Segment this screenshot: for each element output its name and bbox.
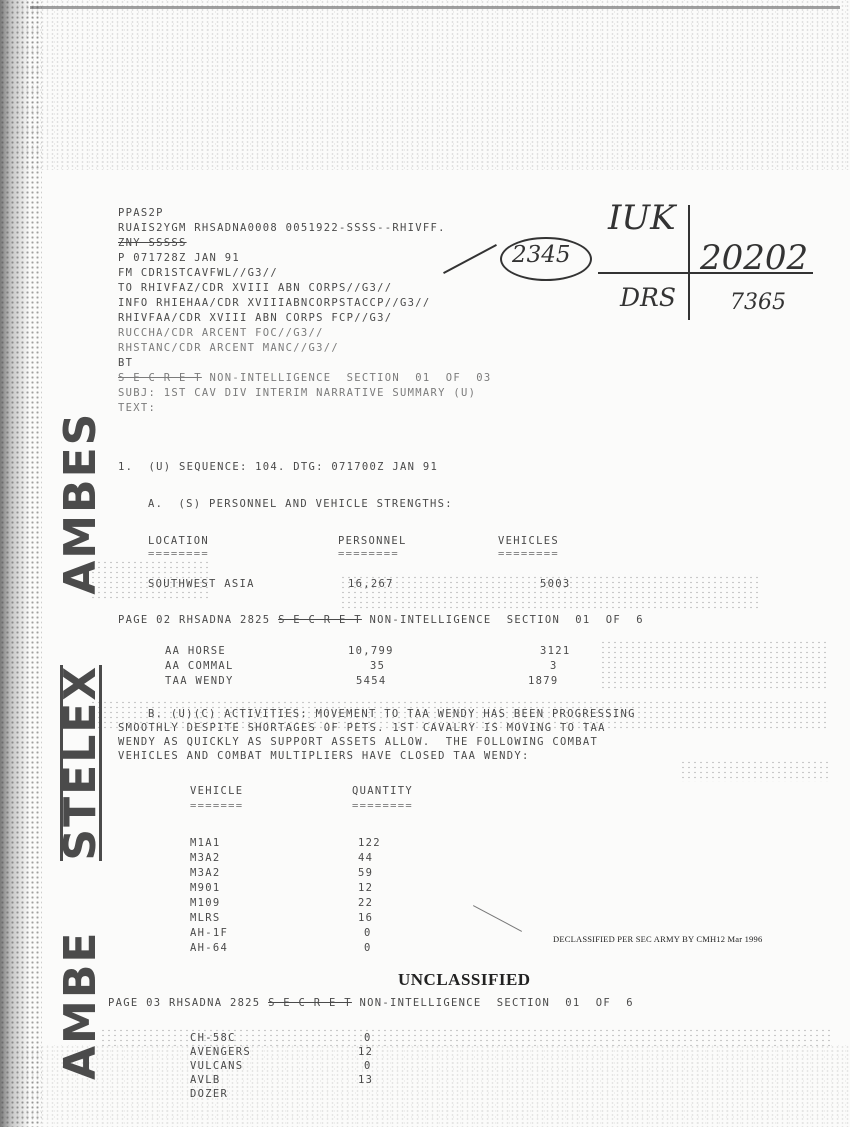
section-marking: NON-INTELLIGENCE SECTION 01 OF 6 — [369, 614, 644, 626]
page-label: PAGE 03 RHSADNA 2825 — [108, 997, 261, 1009]
table-cell: 122 — [358, 837, 381, 849]
handwritten-ref: 7365 — [730, 290, 786, 315]
scan-noise-top — [0, 0, 850, 170]
page-label: PAGE 02 RHSADNA 2825 — [118, 614, 271, 626]
table-rule: ======== — [352, 800, 413, 812]
table-header: VEHICLES — [498, 535, 559, 547]
table-cell: 0 — [364, 1060, 372, 1072]
table-cell: 12 — [358, 1046, 374, 1058]
scan-noise-line — [30, 6, 840, 9]
table-cell: 0 — [364, 942, 372, 954]
telex-header-line: ZNY SSSSS — [118, 237, 187, 249]
telex-header-line: FM CDR1STCAVFWL//G3// — [118, 267, 279, 279]
table-cell: M901 — [190, 882, 221, 894]
stamp-word: AMBES — [55, 411, 106, 595]
scan-speckle — [600, 640, 830, 690]
table-cell: 13 — [358, 1074, 374, 1086]
table-cell: AA COMMAL — [165, 660, 234, 672]
stamp-word: AMBE — [55, 930, 106, 1080]
table-cell: M109 — [190, 897, 221, 909]
table-rule: ======== — [498, 548, 559, 560]
page-header — [118, 614, 644, 626]
para-a-heading: A. (S) PERSONNEL AND VEHICLE STRENGTHS: — [148, 498, 453, 510]
table-cell: M1A1 — [190, 837, 221, 849]
table-cell: 35 — [370, 660, 386, 672]
table-cell: MLRS — [190, 912, 221, 924]
handwritten-ref: 2345 — [512, 242, 571, 268]
para-b-line: VEHICLES AND COMBAT MULTIPLIERS HAVE CLOSED TAA WENDY: — [118, 750, 530, 762]
scan-noise-bottom — [0, 1045, 850, 1127]
telex-header-line: INFO RHIEHAA/CDR XVIIIABNCORPSTACCP//G3// — [118, 297, 431, 309]
table-cell: 22 — [358, 897, 374, 909]
para-b-line: SMOOTHLY DESPITE SHORTAGES OF PETS. 1ST CAVALRY IS MOVING TO TAA — [118, 722, 606, 734]
table-cell: 5454 — [356, 675, 387, 687]
telex-header-line: PPAS2P — [118, 207, 164, 219]
para-b-line: WENDY AS QUICKLY AS SUPPORT ASSETS ALLOW. THE FOLLOWING COMBAT — [118, 736, 599, 748]
classification-marking: S E C R E T — [118, 372, 202, 384]
stamp-word: STELEX — [55, 664, 106, 861]
para-sequence: 1. (U) SEQUENCE: 104. DTG: 071700Z JAN 91 — [118, 461, 439, 473]
handwritten-ref: DRS — [620, 283, 676, 312]
table-rule: ======= — [190, 800, 244, 812]
table-cell: 16 — [358, 912, 374, 924]
table-cell: CH-58C — [190, 1032, 236, 1044]
table-cell: 59 — [358, 867, 374, 879]
table-cell: 16,267 — [348, 578, 394, 590]
table-header: LOCATION — [148, 535, 209, 547]
table-cell: TAA WENDY — [165, 675, 234, 687]
table-cell: 3121 — [540, 645, 571, 657]
declassified-stamp: DECLASSIFIED PER SEC ARMY BY CMH12 Mar 1996 — [553, 934, 763, 944]
table-rule: ======== — [338, 548, 399, 560]
table-cell: 1879 — [528, 675, 559, 687]
section-marking: NON-INTELLIGENCE SECTION 01 OF 03 — [209, 372, 492, 384]
table-cell: 10,799 — [348, 645, 394, 657]
classification-marking: S E C R E T — [268, 997, 352, 1009]
table-cell: 12 — [358, 882, 374, 894]
scan-mark — [473, 905, 522, 932]
table-cell: AVENGERS — [190, 1046, 251, 1058]
table-cell: AVLB — [190, 1074, 221, 1086]
telex-header-line: RHSTANC/CDR ARCENT MANC//G3// — [118, 342, 340, 354]
table-cell: 3 — [550, 660, 558, 672]
telex-header-line: BT — [118, 357, 134, 369]
table-cell: 0 — [364, 927, 372, 939]
unclassified-marking: UNCLASSIFIED — [398, 970, 531, 989]
table-cell: 0 — [364, 1032, 372, 1044]
table-cell: 44 — [358, 852, 374, 864]
handwritten-divider — [688, 205, 690, 320]
section-marking: NON-INTELLIGENCE SECTION 01 OF 6 — [359, 997, 634, 1009]
telex-header-line: RHIVFAA/CDR XVIII ABN CORPS FCP//G3/ — [118, 312, 393, 324]
handwritten-stroke — [443, 244, 497, 274]
ambestelex-stamp — [55, 150, 106, 1080]
table-cell: 5003 — [540, 578, 571, 590]
telex-classification-line — [118, 372, 491, 384]
classification-marking: S E C R E T — [278, 614, 362, 626]
table-cell: VULCANS — [190, 1060, 244, 1072]
scan-left-edge-dots — [0, 0, 42, 1127]
table-cell: DOZER — [190, 1088, 229, 1100]
table-cell: M3A2 — [190, 867, 221, 879]
table-header: PERSONNEL — [338, 535, 407, 547]
page-header — [108, 997, 634, 1009]
scan-speckle — [680, 760, 830, 782]
handwritten-ref: 20202 — [700, 238, 809, 278]
handwritten-ref: IUK — [608, 198, 676, 238]
telex-header-line: TO RHIVFAZ/CDR XVIII ABN CORPS//G3// — [118, 282, 393, 294]
table-rule: ======== — [148, 548, 209, 560]
para-b-line: B. (U)(C) ACTIVITIES: MOVEMENT TO TAA WENDY HAS BEEN PROGRESSING — [148, 708, 636, 720]
telex-text-label: TEXT: — [118, 402, 157, 414]
table-header: QUANTITY — [352, 785, 413, 797]
table-header: VEHICLE — [190, 785, 244, 797]
telex-header-line: RUCCHA/CDR ARCENT FOC//G3// — [118, 327, 324, 339]
table-cell: AH-1F — [190, 927, 229, 939]
telex-header-line: RUAIS2YGM RHSADNA0008 0051922-SSSS--RHIVFF. — [118, 222, 446, 234]
telex-header-line: P 071728Z JAN 91 — [118, 252, 240, 264]
table-cell: SOUTHWEST ASIA — [148, 578, 255, 590]
table-cell: M3A2 — [190, 852, 221, 864]
table-cell: AH-64 — [190, 942, 229, 954]
table-cell: AA HORSE — [165, 645, 226, 657]
telex-subject-line: SUBJ: 1ST CAV DIV INTERIM NARRATIVE SUMMARY (U) — [118, 387, 477, 399]
